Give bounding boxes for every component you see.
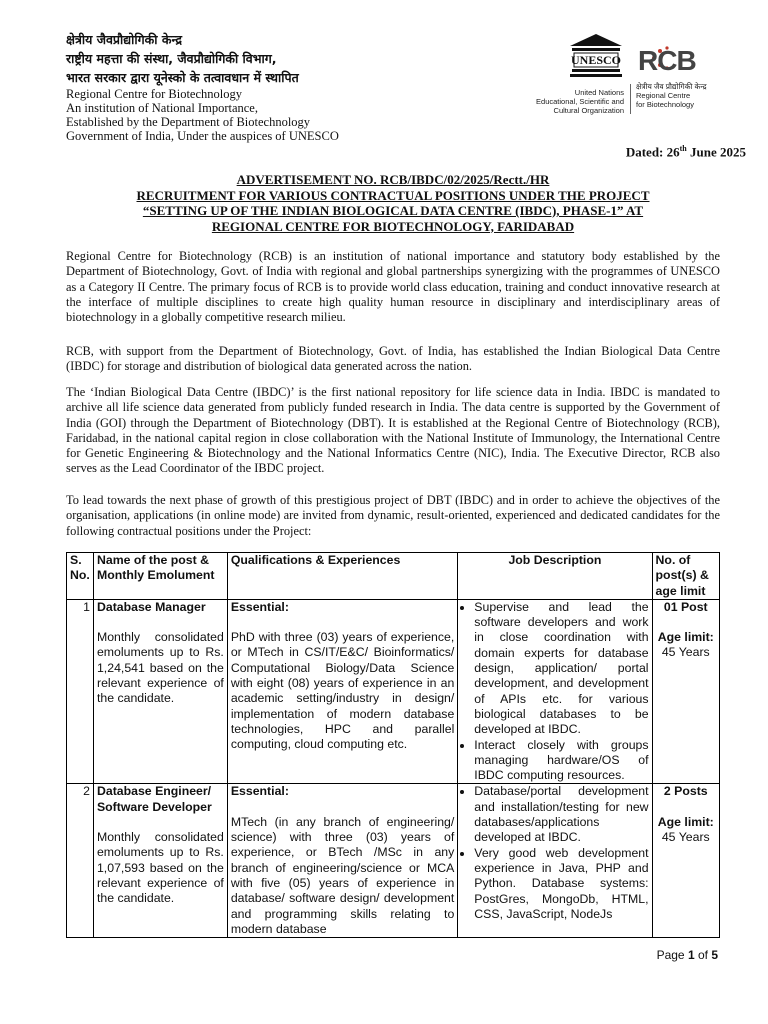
- page-prefix: Page: [656, 948, 688, 962]
- job-item: • Supervise and lead the software developers and work in close coordination with domain experts for database design, application/ portal development, and development of APIs etc. for various biological databases to be developed at IBDC.: [474, 600, 648, 738]
- unesco-caption: [530, 88, 624, 115]
- row-sno: 2: [67, 784, 94, 938]
- page-total: 5: [711, 948, 718, 962]
- header-qualifications: Qualifications & Experiences: [227, 553, 457, 600]
- qualification-text: PhD with three (03) years of experience, or MTech in CS/IT/E&C/ Bioinformatics/ Computational Biology/Data Science with eight (08) years of experience in an academic setting/industry in design/ implementation of modern database technologies, HPC and parallel computing, cloud computing etc.: [230, 630, 455, 752]
- hindi-name-line-1: क्षेत्रीय जैवप्रौद्योगिकी केन्द्र: [66, 32, 182, 47]
- logos: [530, 32, 710, 114]
- job-item: • Very good web development experience in Java, PHP and Python. Database systems: PostGres, MongoDb, HTML, CSS, JavaScript, NodeJs: [474, 846, 648, 922]
- post-name: Database Manager: [96, 599, 206, 614]
- english-name-line-3: Established by the Department of Biotechnology: [66, 115, 311, 129]
- post-name: Database Engineer/ Software Developer: [96, 784, 212, 814]
- post-count: 01 Post: [663, 599, 708, 614]
- row-post-cell: [93, 784, 227, 938]
- job-item: • Database/portal development and installation/testing for new databases/applications developed at IBDC.: [474, 784, 648, 845]
- page-number: [657, 948, 718, 962]
- advertisement-title-line-1: RECRUITMENT FOR VARIOUS CONTRACTUAL POSITIONS UNDER THE PROJECT: [136, 187, 650, 203]
- hindi-name-line-2: राष्ट्रीय महत्ता की संस्था, जैवप्रौद्योगिकी विभाग,: [66, 51, 277, 66]
- table-row: [67, 599, 720, 784]
- positions-table: [66, 552, 720, 938]
- post-emolument: Monthly consolidated emoluments up to Rs. 1,24,541 based on the relevant experience of the candidate.: [96, 630, 224, 706]
- unesco-caption-line-1: United Nations: [574, 88, 624, 97]
- rcb-caption-line-2: Regional Centre: [636, 91, 691, 100]
- rcb-caption-line-3: for Biotechnology: [636, 100, 694, 109]
- header-sno: S. No.: [67, 553, 94, 600]
- english-name-line-1: Regional Centre for Biotechnology: [66, 87, 243, 101]
- rcb-wordmark: RCB: [638, 45, 696, 76]
- page-of: of: [694, 948, 712, 962]
- english-name-line-4: Government of India, Under the auspices of UNESCO: [66, 129, 339, 143]
- row-post-cell: [93, 599, 227, 784]
- header-post-count: No. of post(s) & age limit: [652, 553, 719, 600]
- hindi-name-line-3: भारत सरकार द्वारा यूनेस्को के तत्वावधान में स्थापित: [66, 70, 299, 85]
- english-name-line-2: An institution of National Importance,: [66, 101, 258, 115]
- row-count-cell: [652, 784, 719, 938]
- advertisement-number: ADVERTISEMENT NO. RCB/IBDC/02/2025/Rectt./HR: [236, 172, 550, 187]
- ibdc-details-paragraph: The ‘Indian Biological Data Centre (IBDC)’ is the first national repository for life science data in India. IBDC is mandated to archive all life science data generated from publicly funded research in India. The data centre is supported by the Government of India (GOI) through the Department of Biotechnology (DBT). It is established at the Regional Centre of Biotechnology (RCB), Faridabad, in the national capital region in close collaboration with the National Institute of Immunology, the International Centre for Genetic Engineering & Biotechnology and the National Informatics Centre (NIC), India. The Executive Director, RCB also serves as the Lead Coordinator of the IBDC project.: [66, 385, 720, 476]
- date-suffix: June 2025: [686, 144, 746, 160]
- job-item: • Interact closely with groups managing hardware/OS of IBDC computing resources.: [474, 738, 648, 784]
- rcb-caption: [636, 82, 716, 109]
- ibdc-paragraph: RCB, with support from the Department of Biotechnology, Govt. of India, has established the Indian Biological Data Centre (IBDC) for storage and distribution of biological data generated across the nation.: [66, 344, 720, 374]
- qualification-heading: Essential:: [230, 784, 289, 799]
- date-prefix: Dated: 26: [625, 144, 680, 160]
- header-job-description: Job Description: [458, 553, 652, 600]
- row-sno: 1: [67, 599, 94, 784]
- page-current: 1: [687, 948, 695, 962]
- row-job-cell: [458, 599, 652, 784]
- age-limit-value: 45 Years: [661, 830, 710, 845]
- intro-paragraph: Regional Centre for Biotechnology (RCB) is an institution of national importance and statutory body established by the Department of Biotechnology, Govt. of India with regional and global partnerships synergizing with the programmes of UNESCO as a Category II Centre. The primary focus of RCB is to provide world class education, training and conduct innovative research at the interface of multiple disciplines to create high quality human resource in disciplinary and interdisciplinary areas of biotechnology in a globally competitive research milieu.: [66, 249, 720, 325]
- row-job-cell: [458, 784, 652, 938]
- post-count: 2 Posts: [663, 784, 708, 799]
- advertisement-title-line-3: REGIONAL CENTRE FOR BIOTECHNOLOGY, FARIDABAD: [211, 218, 575, 234]
- post-emolument: Monthly consolidated emoluments up to Rs. 1,07,593 based on the relevant experience of the candidate.: [96, 830, 224, 906]
- age-limit-label: Age limit:: [657, 630, 714, 645]
- row-qualifications-cell: [227, 599, 457, 784]
- qualification-heading: Essential:: [230, 599, 289, 614]
- logo-divider: [630, 84, 631, 114]
- rcb-logo: [636, 36, 706, 80]
- date-line: [626, 144, 746, 160]
- qualification-text: MTech (in any branch of engineering/ science) with three (03) years of experience, or BTech /MSc in any branch of engineering/science or MCA with five (05) years of experience in database/ software design/ development and programming skills relating to modern database: [230, 814, 455, 936]
- institution-header: [66, 30, 426, 143]
- unesco-logo: [568, 32, 624, 78]
- row-count-cell: [652, 599, 719, 784]
- rcb-caption-line-1: क्षेत्रीय जैव प्रौद्योगिकी केन्द्र: [636, 82, 707, 91]
- advertisement-title-line-2: “SETTING UP OF THE INDIAN BIOLOGICAL DATA CENTRE (IBDC), PHASE-1” AT: [142, 203, 644, 218]
- advertisement-heading: [66, 172, 720, 234]
- table-header-row: [67, 553, 720, 600]
- row-qualifications-cell: [227, 784, 457, 938]
- age-limit-value: 45 Years: [661, 645, 710, 660]
- age-limit-label: Age limit:: [657, 814, 714, 829]
- unesco-caption-line-3: Cultural Organization: [553, 106, 624, 115]
- header-post: Name of the post & Monthly Emolument: [93, 553, 227, 600]
- unesco-caption-line-2: Educational, Scientific and: [536, 97, 624, 106]
- table-row: [67, 784, 720, 938]
- applications-paragraph: To lead towards the next phase of growth of this prestigious project of DBT (IBDC) and in order to achieve the objectives of the organisation, applications (in online mode) are invited from dynamic, result-oriented, experienced and dedicated candidates for the following contractual positions under the Project:: [66, 493, 720, 538]
- unesco-wordmark: UNESCO: [570, 53, 622, 67]
- date-superscript: th: [679, 144, 687, 153]
